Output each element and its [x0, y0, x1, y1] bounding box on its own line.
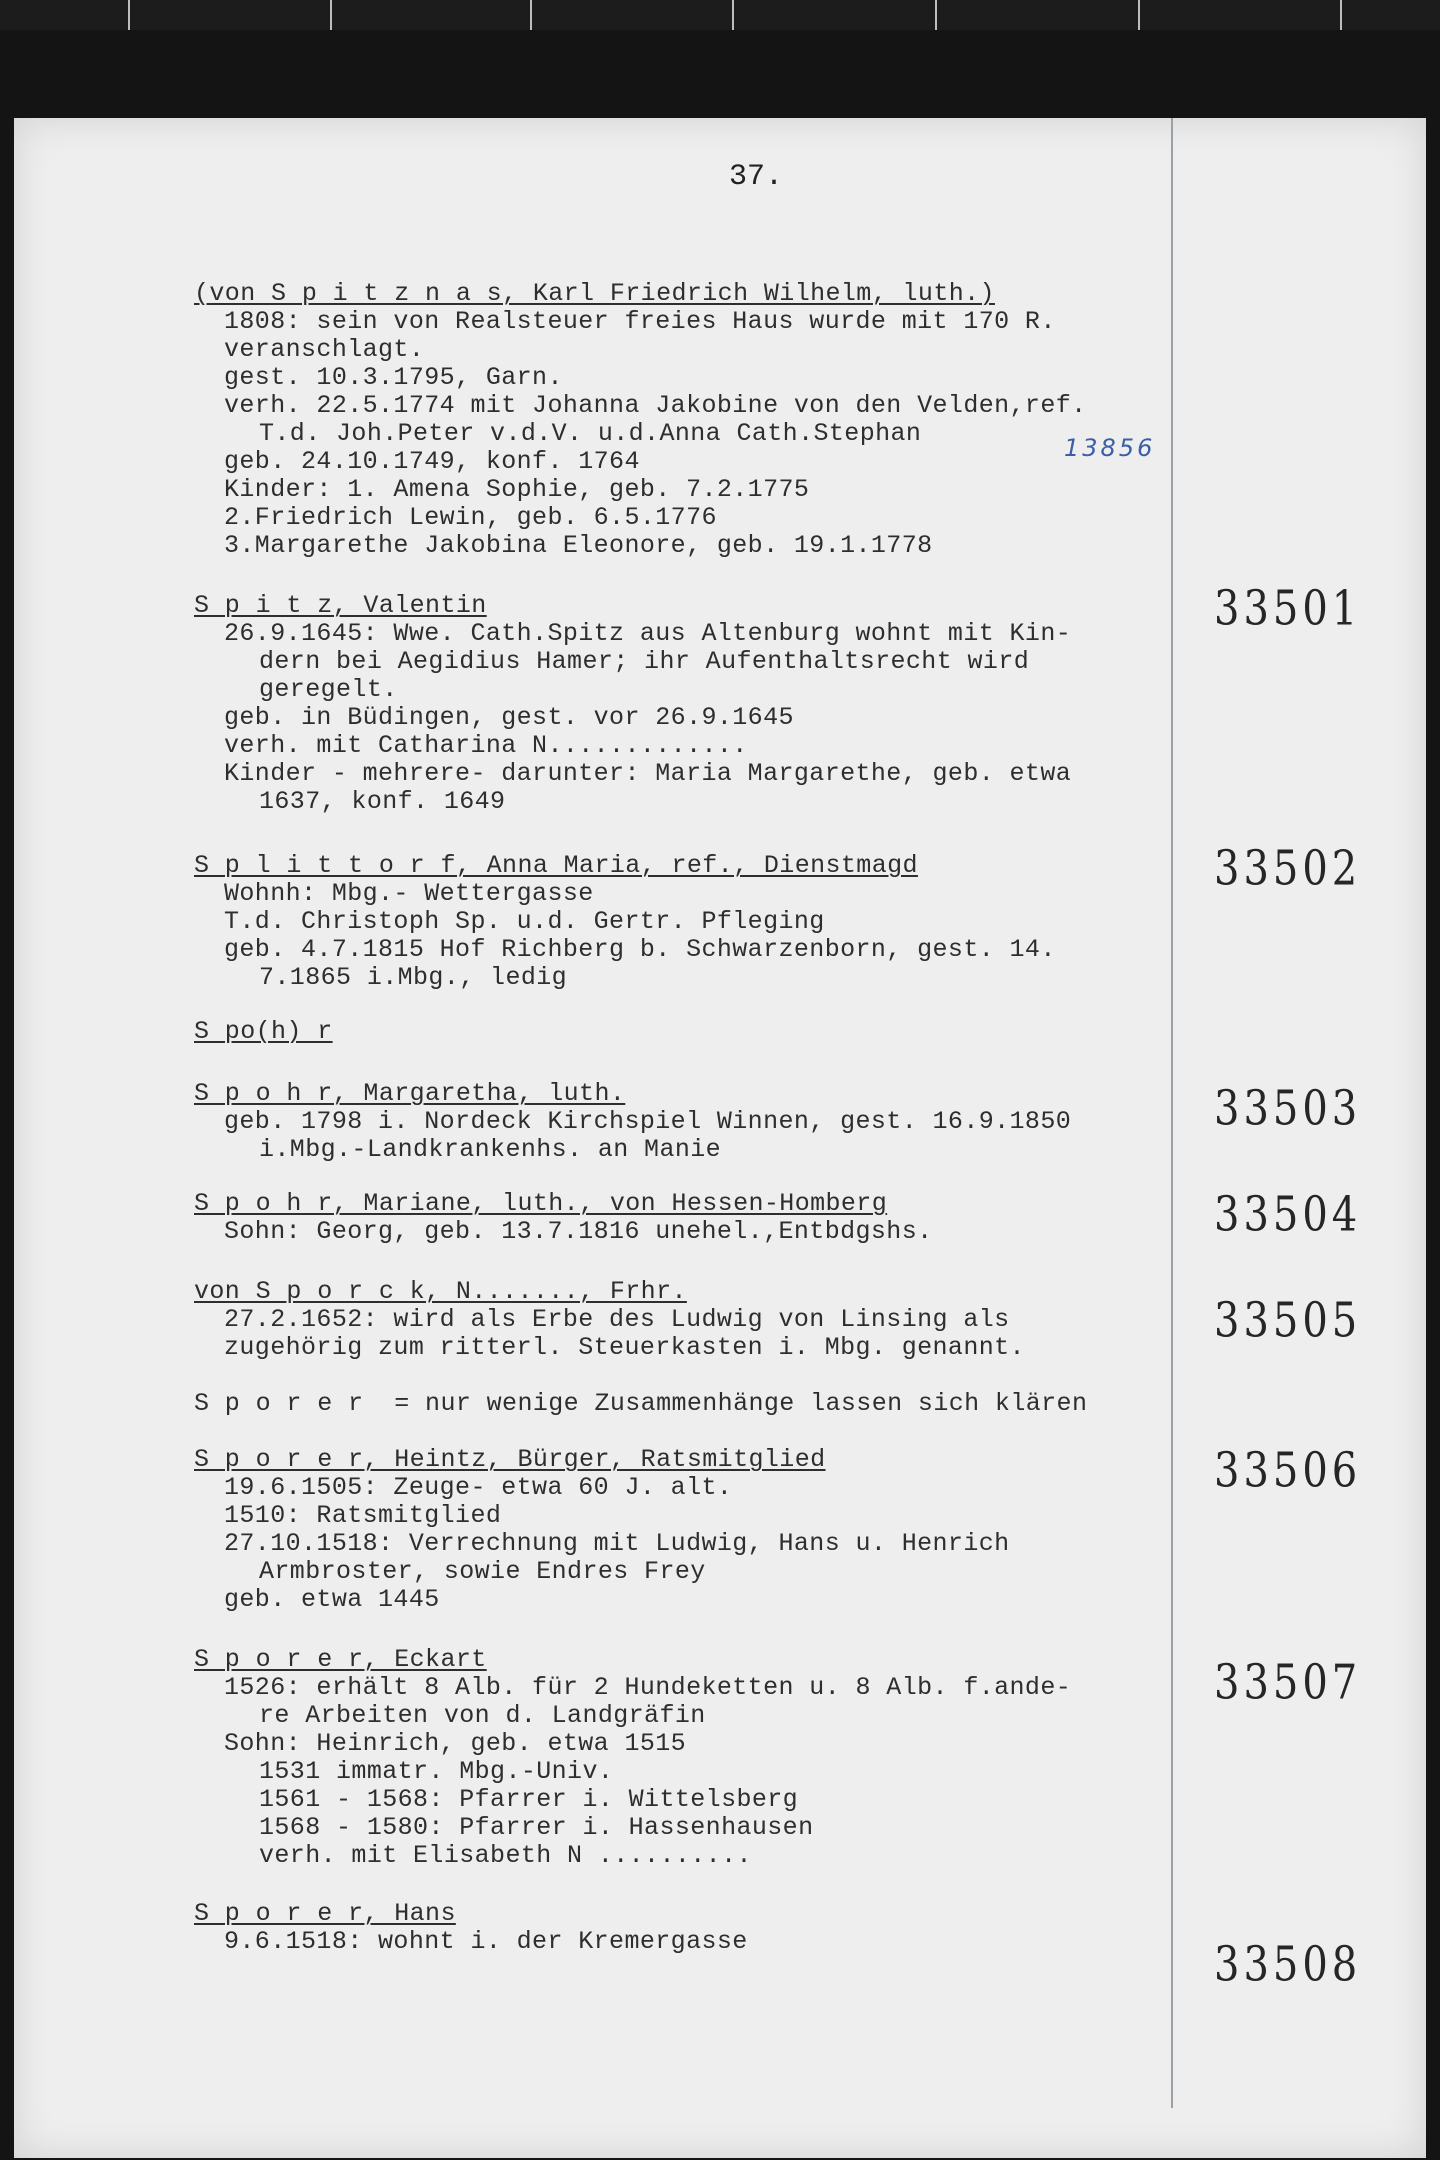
entry-line: geb. etwa 1445 [224, 1585, 440, 1614]
entry-line: 27.10.1518: Verrechnung mit Ludwig, Hans u. Henrich [224, 1529, 1010, 1558]
entry-line: geb. 4.7.1815 Hof Richberg b. Schwarzenborn, gest. 14. [224, 935, 1056, 964]
scan-top-edge [0, 0, 1440, 30]
entry-line: 7.1865 i.Mbg., ledig [259, 963, 568, 992]
entry-line: 19.6.1505: Zeuge- etwa 60 J. alt. [224, 1473, 733, 1502]
index-card-page [14, 118, 1426, 2158]
entry-line: 3.Margarethe Jakobina Eleonore, geb. 19.1.1778 [224, 531, 933, 560]
record-number: 33502 [1214, 841, 1362, 897]
entry-line: 1531 immatr. Mbg.-Univ. [259, 1757, 614, 1786]
entry-line: geb. 24.10.1749, konf. 1764 [224, 447, 640, 476]
scan-tick [732, 0, 734, 30]
page-number: 37. [729, 160, 784, 194]
entry-heading: S p i t z, Valentin [194, 591, 487, 620]
entry-line: geregelt. [259, 675, 398, 704]
handwritten-annotation: 13856 [1064, 434, 1156, 462]
entry-line: T.d. Joh.Peter v.d.V. u.d.Anna Cath.Stephan [259, 419, 922, 448]
entry-von-spitznas [194, 280, 1087, 560]
entry-line: 26.9.1645: Wwe. Cath.Spitz aus Altenburg wohnt mit Kin- [224, 619, 1072, 648]
entry-von-sporck [194, 1278, 1025, 1362]
entry-heading: S p o r e r, Hans [194, 1899, 456, 1928]
entry-line: Sohn: Heinrich, geb. etwa 1515 [224, 1729, 687, 1758]
entry-sporer-hans [194, 1900, 748, 1956]
entry-line: re Arbeiten von d. Landgräfin [259, 1701, 706, 1730]
entry-line: Wohnh: Mbg.- Wettergasse [224, 879, 594, 908]
entry-heading: (von S p i t z n a s, Karl Friedrich Wilhelm, luth.) [194, 279, 995, 308]
section-heading: S p o r e r = nur wenige Zusammenhänge lassen sich klären [194, 1389, 1088, 1418]
entry-line: Armbroster, sowie Endres Frey [259, 1557, 706, 1586]
record-number: 33508 [1214, 1937, 1362, 1993]
entry-spohr-header [194, 1018, 333, 1046]
entry-line: geb. 1798 i. Nordeck Kirchspiel Winnen, gest. 16.9.1850 [224, 1107, 1072, 1136]
entry-spohr-margaretha [194, 1080, 1071, 1164]
entry-sporer-eckart [194, 1646, 1071, 1870]
entry-line: verh. 22.5.1774 mit Johanna Jakobine von den Velden,ref. [224, 391, 1087, 420]
record-number: 33501 [1214, 581, 1362, 637]
entry-line: dern bei Aegidius Hamer; ihr Aufenthaltsrecht wird [259, 647, 1030, 676]
entry-line: 1568 - 1580: Pfarrer i. Hassenhausen [259, 1813, 814, 1842]
entry-splittorf [194, 852, 1056, 992]
entry-line: zugehörig zum ritterl. Steuerkasten i. Mbg. genannt. [224, 1333, 1025, 1362]
scan-tick [935, 0, 937, 30]
scan-tick [1138, 0, 1140, 30]
entry-heading: S p o r e r, Heintz, Bürger, Ratsmitglied [194, 1445, 826, 1474]
entry-heading: S p o r e r, Eckart [194, 1645, 487, 1674]
scan-tick [330, 0, 332, 30]
entry-line: Sohn: Georg, geb. 13.7.1816 unehel.,Entbdgshs. [224, 1217, 933, 1246]
record-number: 33507 [1214, 1655, 1362, 1711]
section-heading: S po(h) r [194, 1017, 333, 1046]
entry-line: gest. 10.3.1795, Garn. [224, 363, 563, 392]
entry-spohr-mariane [194, 1190, 933, 1246]
entry-heading: S p o h r, Mariane, luth., von Hessen-Homberg [194, 1189, 888, 1218]
entry-line: Kinder - mehrere- darunter: Maria Margarethe, geb. etwa [224, 759, 1072, 788]
entry-line: i.Mbg.-Landkrankenhs. an Manie [259, 1135, 722, 1164]
entry-heading: S p o h r, Margaretha, luth. [194, 1079, 626, 1108]
entry-line: veranschlagt. [224, 335, 425, 364]
entry-line: 2.Friedrich Lewin, geb. 6.5.1776 [224, 503, 717, 532]
record-number: 33503 [1214, 1081, 1362, 1137]
entry-line: verh. mit Catharina N............. [224, 731, 748, 760]
scan-tick [530, 0, 532, 30]
entry-spitz [194, 592, 1071, 816]
entry-line: 27.2.1652: wird als Erbe des Ludwig von Linsing als [224, 1305, 1010, 1334]
scan-tick [1340, 0, 1342, 30]
entry-line: 9.6.1518: wohnt i. der Kremergasse [224, 1927, 748, 1956]
entry-line: T.d. Christoph Sp. u.d. Gertr. Pfleging [224, 907, 825, 936]
entry-sporer-note [194, 1390, 1087, 1418]
entry-line: verh. mit Elisabeth N .......... [259, 1841, 752, 1870]
record-number: 33504 [1214, 1187, 1362, 1243]
entry-line: 1526: erhält 8 Alb. für 2 Hundeketten u. 8 Alb. f.ande- [224, 1673, 1072, 1702]
entry-line: 1510: Ratsmitglied [224, 1501, 502, 1530]
entry-sporer-heintz [194, 1446, 1010, 1614]
entry-line: Kinder: 1. Amena Sophie, geb. 7.2.1775 [224, 475, 810, 504]
margin-rule [1171, 118, 1173, 2108]
record-number: 33506 [1214, 1443, 1362, 1499]
scan-tick [128, 0, 130, 30]
entry-heading: von S p o r c k, N......., Frhr. [194, 1277, 687, 1306]
entry-line: 1637, konf. 1649 [259, 787, 506, 816]
entry-line: 1561 - 1568: Pfarrer i. Wittelsberg [259, 1785, 799, 1814]
entry-heading: S p l i t t o r f, Anna Maria, ref., Dienstmagd [194, 851, 918, 880]
entry-line: 1808: sein von Realsteuer freies Haus wurde mit 170 R. [224, 307, 1056, 336]
entry-line: geb. in Büdingen, gest. vor 26.9.1645 [224, 703, 794, 732]
record-number: 33505 [1214, 1293, 1362, 1349]
